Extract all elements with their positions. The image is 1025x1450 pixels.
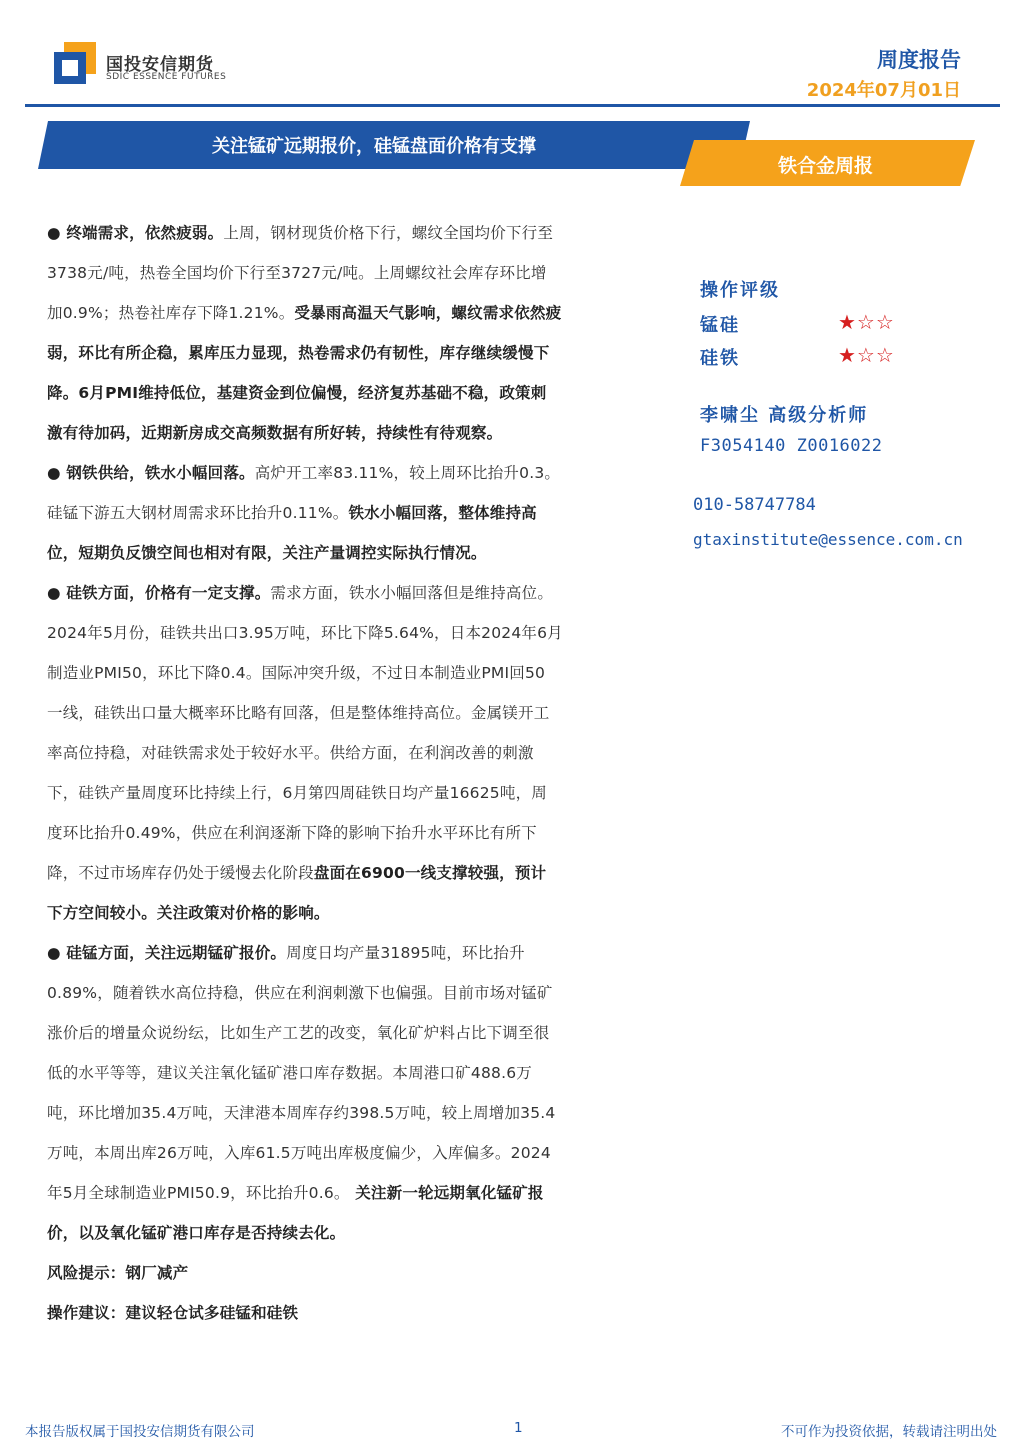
risk-warning: 风险提示：钢厂减产 [47, 1264, 189, 1282]
text-line [47, 293, 615, 333]
text-line [47, 213, 615, 253]
operation-advice: 操作建议：建议轻仓试多硅锰和硅铁 [47, 1304, 299, 1322]
rating-stars-silicomanganese: ★☆☆ [838, 310, 895, 334]
header-divider [25, 104, 1000, 107]
text-run: 下，硅铁产量周度环比持续上行，6月第四周硅铁日均产量16625吨，周 [47, 784, 547, 802]
text-line [47, 733, 615, 773]
text-line [47, 1093, 615, 1133]
text-run: 3738元/吨，热卷全国均价下行至3727元/吨。上周螺纹社会库存环比增 [47, 264, 547, 282]
text-run: 低的水平等等，建议关注氧化锰矿港口库存数据。本周港口矿488.6万 [47, 1064, 532, 1082]
text-run: 一线，硅铁出口量大概率环比略有回落，但是整体维持高位。金属镁开工 [47, 704, 550, 722]
bold-text-run: 弱，环比有所企稳，累库压力显现，热卷需求仍有韧性，库存继续缓慢下 [47, 344, 550, 362]
text-run: 上周，钢材现货价格下行，螺纹全国均价下行至 [223, 224, 554, 242]
bold-text-run: 下方空间较小。关注政策对价格的影响。 [47, 904, 330, 922]
text-run: 吨，环比增加35.4万吨，天津港本周库存约398.5万吨，较上周增加35.4 [47, 1104, 556, 1122]
text-line [47, 1173, 615, 1213]
text-line [47, 373, 615, 413]
text-run: 降，不过市场库存仍处于缓慢去化阶段 [47, 864, 314, 882]
bold-text-run: 关注新一轮远期氧化锰矿报 [349, 1184, 544, 1202]
text-line [47, 1133, 615, 1173]
paragraph-ferrosilicon [47, 573, 615, 933]
text-line [47, 533, 615, 573]
page-number: 1 [514, 1420, 523, 1436]
paragraph-steel-supply [47, 453, 615, 573]
bold-text-run: 位，短期负反馈空间也相对有限，关注产量调控实际执行情况。 [47, 544, 487, 562]
bold-text-run: 受暴雨高温天气影响，螺纹需求依然疲 [294, 304, 562, 322]
text-line [47, 693, 615, 733]
text-line [47, 973, 615, 1013]
paragraph-demand [47, 213, 615, 453]
text-run: 需求方面，铁水小幅回落但是维持高位。 [270, 584, 554, 602]
paragraph-silicomanganese [47, 933, 615, 1253]
text-line [47, 413, 615, 453]
text-line [47, 773, 615, 813]
text-line [47, 613, 615, 653]
bold-text-run: 激有待加码，近期新房成交高频数据有所好转，持续性有待观察。 [47, 424, 503, 442]
text-run: 硅锰下游五大钢材周需求环比抬升0.11%。 [47, 504, 349, 522]
text-line [47, 853, 615, 893]
text-run: 2024年5月份，硅铁共出口3.95万吨，环比下降5.64%，日本2024年6月 [47, 624, 563, 642]
text-line [47, 253, 615, 293]
rating-title: 操作评级 [700, 280, 780, 301]
bold-text-run: 价，以及氧化锰矿港口库存是否持续去化。 [47, 1224, 346, 1242]
text-line [47, 573, 615, 613]
footer-disclaimer: 不可作为投资依据，转载请注明出处 [781, 1424, 997, 1440]
contact-email[interactable]: gtaxinstitute@essence.com.cn [693, 530, 963, 549]
text-line [47, 1213, 615, 1253]
logo-name-en: SDIC ESSENCE FUTURES [106, 72, 227, 82]
contact-phone: 010-58747784 [693, 495, 816, 515]
report-title: 关注锰矿远期报价，硅锰盘面价格有支撑 [212, 136, 536, 157]
text-line [47, 653, 615, 693]
text-line [47, 893, 615, 933]
text-line [47, 333, 615, 373]
text-run: 周度日均产量31895吨，环比抬升 [286, 944, 525, 962]
text-line [47, 813, 615, 853]
text-run: 万吨，本周出库26万吨，入库61.5万吨出库极度偏少，入库偏多。2024 [47, 1144, 551, 1162]
bold-text-run: 铁水小幅回落，整体维持高 [348, 504, 537, 522]
text-run: 加0.9%；热卷社库存下降1.21%。 [47, 304, 295, 322]
text-run: 率高位持稳，对硅铁需求处于较好水平。供给方面，在利润改善的刺激 [47, 744, 534, 762]
text-line [47, 1013, 615, 1053]
text-run: 高炉开工率83.11%，较上周环比抬升0.3。 [254, 464, 561, 482]
report-type: 周度报告 [877, 48, 961, 72]
text-run: 度环比抬升0.49%，供应在利润逐渐下降的影响下抬升水平环比有所下 [47, 824, 537, 842]
text-run: 涨价后的增量众说纷纭，比如生产工艺的改变，氧化矿炉料占比下调至很 [47, 1024, 550, 1042]
bold-text-run: ● 终端需求，依然疲弱。 [47, 224, 224, 242]
text-line [47, 1053, 615, 1093]
text-run: 0.89%，随着铁水高位持稳，供应在利润刺激下也偏强。目前市场对锰矿 [47, 984, 553, 1002]
report-body [47, 213, 615, 1333]
report-subtitle: 铁合金周报 [778, 155, 874, 177]
text-line [47, 933, 615, 973]
report-date: 2024年07月01日 [806, 80, 961, 101]
bold-text-run: ● 硅铁方面，价格有一定支撑。 [47, 584, 271, 602]
text-run: 年5月全球制造业PMI50.9，环比抬升0.6。 [47, 1184, 350, 1202]
analyst-name: 李啸尘 高级分析师 [700, 405, 869, 426]
text-run: 制造业PMI50，环比下降0.4。国际冲突升级，不过日本制造业PMI回50 [47, 664, 546, 682]
bold-text-run: ● 硅锰方面，关注远期锰矿报价。 [47, 944, 287, 962]
bold-text-run: 降。6月PMI维持低位，基建资金到位偏慢，经济复苏基础不稳，政策刺 [47, 384, 547, 402]
logo-name-cn: 国投安信期货 [106, 55, 214, 75]
text-line [47, 453, 615, 493]
footer-copyright: 本报告版权属于国投安信期货有限公司 [25, 1424, 255, 1440]
logo-icon [54, 42, 96, 84]
rating-name-ferrosilicon: 硅铁 [700, 348, 740, 369]
rating-name-silicomanganese: 锰硅 [700, 315, 740, 336]
company-logo [54, 42, 244, 86]
text-line [47, 493, 615, 533]
analyst-certificate: F3054140 Z0016022 [700, 436, 883, 456]
bold-text-run: ● 钢铁供给，铁水小幅回落。 [47, 464, 255, 482]
bold-text-run: 盘面在6900一线支撑较强，预计 [313, 864, 547, 882]
rating-stars-ferrosilicon: ★☆☆ [838, 343, 895, 367]
